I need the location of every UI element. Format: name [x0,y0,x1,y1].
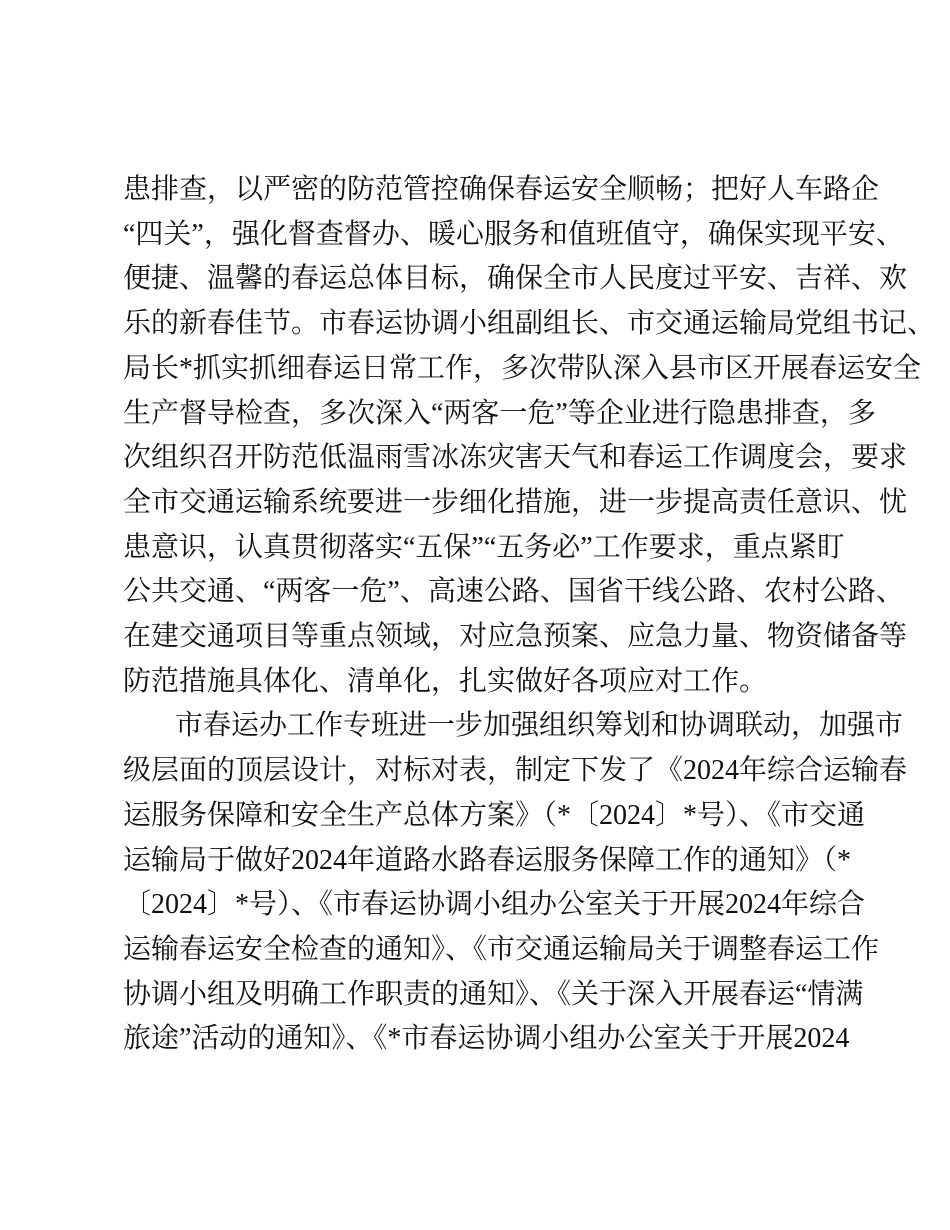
paragraph-1-line: 乐的新春佳节。市春运协调小组副组长、市交通运输局党组书记、 [123,308,936,340]
paragraph-1-line: 便捷、温馨的春运总体目标，确保全市人民度过平安、吉祥、欢 [123,263,908,295]
paragraph-2-line: 协调小组及明确工作职责的通知》、《关于深入开展春运“情满 [123,978,864,1010]
paragraph-1-line: 患排查，以严密的防范管控确保春运安全顺畅；把好人车路企 [123,174,880,205]
paragraph-2-line: 运服务保障和安全生产总体方案》（*〔2024〕*号）、《市交通 [123,799,866,831]
paragraph-1-line: 全市交通运输系统要进一步细化措施，进一步提高责任意识、忧 [123,486,908,518]
paragraph-2-line: 旅途”活动的通知》、《*市春运协调小组办公室关于开展2024 [123,1023,850,1055]
paragraph-1-line: 防范措施具体化、清单化，扎实做好各项应对工作。 [123,665,768,697]
paragraph-1-line: 生产督导检查，多次深入“两客一危”等企业进行隐患排查，多 [123,397,876,429]
paragraph-1-line: “四关”，强化督查督办、暖心服务和值班值守，确保实现平安、 [123,218,904,250]
paragraph-2-line: 运输局于做好2024年道路水路春运服务保障工作的通知》（* [123,844,852,876]
paragraph-1-line: 局长*抓实抓细春运日常工作，多次带队深入县市区开展春运安全 [123,352,922,384]
paragraph-1-line: 在建交通项目等重点领域，对应急预案、应急力量、物资储备等 [123,621,908,652]
paragraph-1-line: 公共交通、“两客一危”、高速公路、国省干线公路、农村公路、 [123,576,904,608]
paragraph-2-line: 〔2024〕*号）、《市春运协调小组办公室关于开展2024年综合 [123,889,866,921]
paragraph-1-line: 次组织召开防范低温雨雪冰冻灾害天气和春运工作调度会，要求 [123,442,908,474]
paragraph-2-line: 运输春运安全检查的通知》、《市交通运输局关于调整春运工作 [123,933,880,965]
paragraph-2-line: 级层面的顶层设计，对标对表，制定下发了《2024年综合运输春 [123,755,908,787]
paragraph-2-line: 市春运办工作专班进一步加强组织筹划和协调联动，加强市 [175,710,904,742]
paragraph-1-line: 患意识，认真贯彻落实“五保”“五务必”工作要求，重点紧盯 [123,531,845,563]
